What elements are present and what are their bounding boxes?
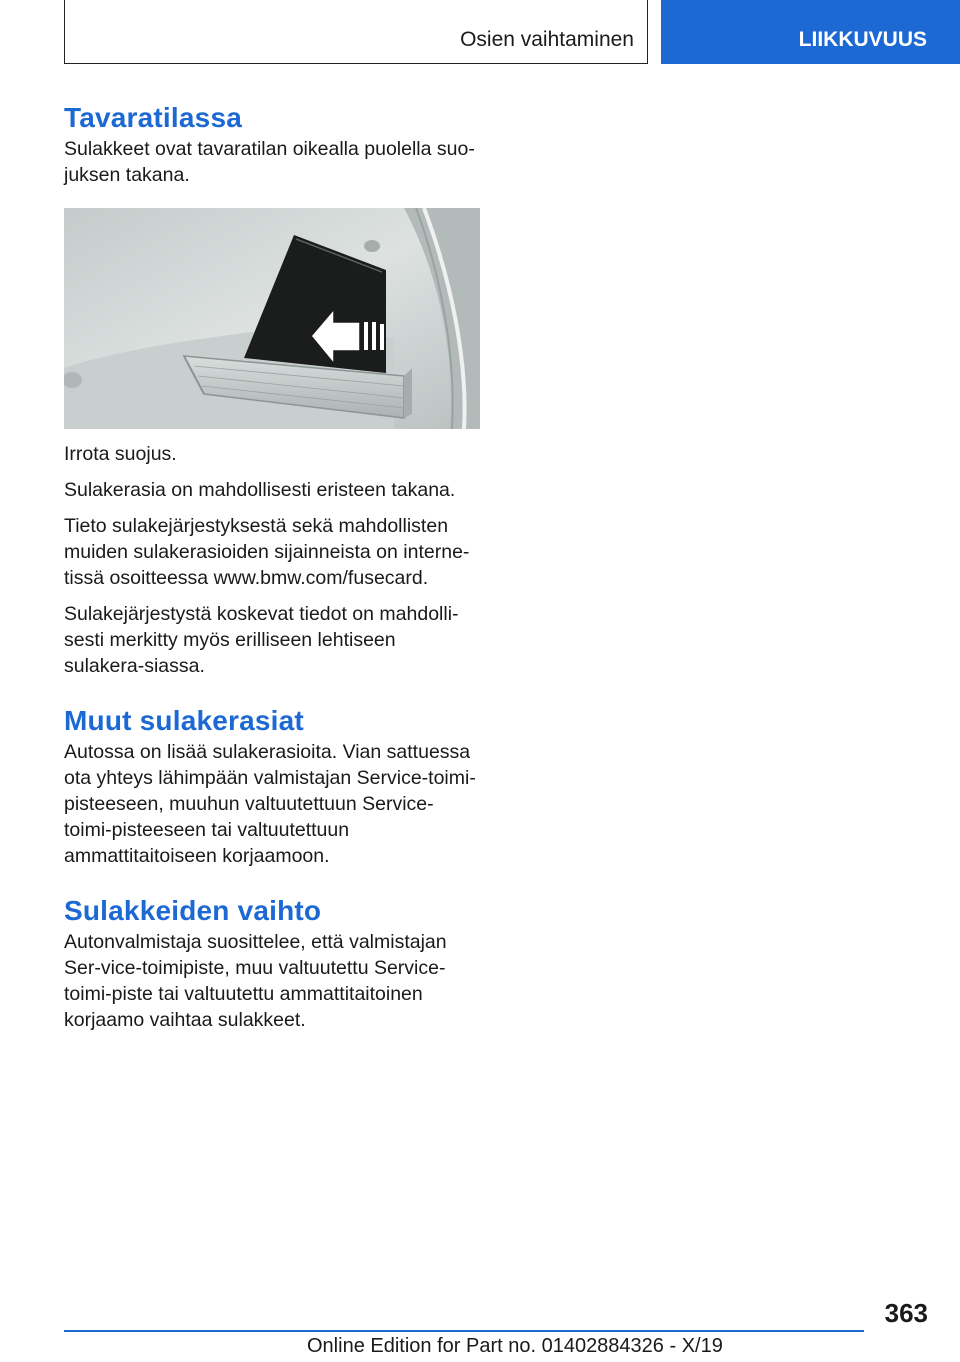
paragraph: Sulakerasia on mahdollisesti eristeen takana.: [64, 479, 456, 501]
main-content: [64, 100, 480, 1033]
fuse-cover-illustration: [64, 208, 480, 429]
edition-note: Online Edition for Part no. 01402884326 - X/19: [307, 1335, 723, 1357]
heading-tavaratilassa: Tavaratilassa: [64, 102, 242, 133]
section-title: Osien vaihtaminen: [460, 28, 634, 51]
chapter-tab: LIIKKUVUUS: [661, 0, 960, 64]
intro-paragraph: Sulakkeet ovat tavaratilan oikealla puolella suo-juksen takana.: [64, 138, 475, 186]
page-number: 363: [884, 1298, 928, 1328]
paragraph: Tieto sulakejärjestyksestä sekä mahdollisten muiden sulakerasioiden sijainneista on interne-tissä osoitteessa www.bmw.com/fusecard.: [64, 515, 470, 589]
footer-divider: [64, 1330, 864, 1332]
paragraph: Autossa on lisää sulakerasioita. Vian sattuessa ota yhteys lähimpään valmistajan Service-toimi-pisteeseen, muuhun valtuutettuun Service-toimi-pisteeseen tai valtuutettuun ammattitaitoiseen korjaamoon.: [64, 741, 476, 867]
heading-muut-sulakerasiat: Muut sulakerasiat: [64, 705, 304, 736]
heading-sulakkeiden-vaihto: Sulakkeiden vaihto: [64, 895, 322, 926]
paragraph: Autonvalmistaja suosittelee, että valmistajan Ser-vice-toimipiste, muu valtuutettu Service-toimi-piste tai valtuutettu ammattitaitoinen korjaamo vaihtaa sulakkeet.: [64, 931, 447, 1031]
figure-caption: Irrota suojus.: [64, 443, 177, 465]
paragraph: Sulakejärjestystä koskevat tiedot on mahdolli-sesti merkitty myös erilliseen lehtiseen sulakera-siassa.: [64, 603, 459, 677]
